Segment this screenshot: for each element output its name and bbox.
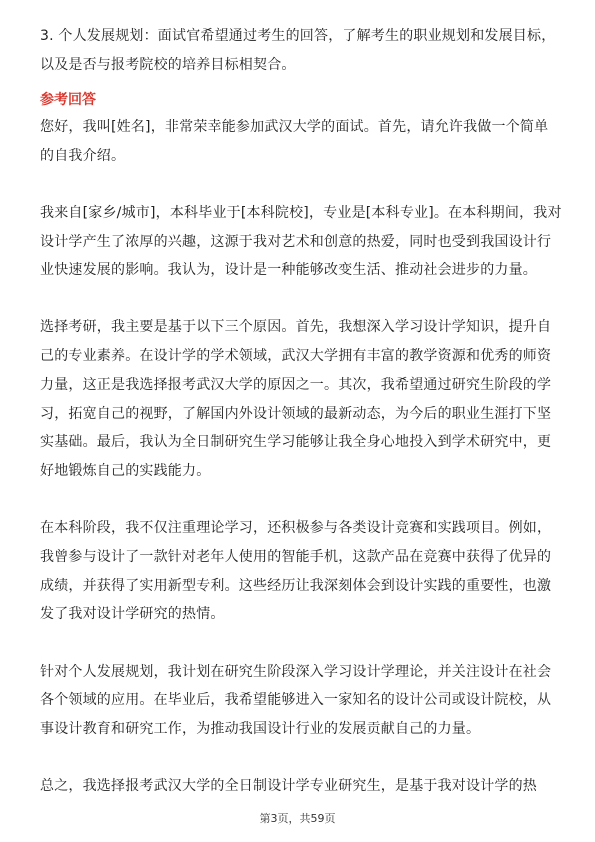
paragraph-1-line-1: 您好，我叫[姓名]，非常荣幸能参加武汉大学的面试。首先，请允许我做一个简单 — [40, 119, 549, 135]
paragraph-4-line-4: 发了我对设计学研究的热情。 — [40, 606, 225, 622]
answer-heading: 参考回答 — [40, 92, 96, 108]
paragraph-5-line-1: 针对个人发展规划，我计划在研究生阶段深入学习设计学理论，并关注设计在社会 — [40, 664, 552, 680]
paragraph-4-line-2: 我曾参与设计了一款针对老年人使用的智能手机，这款产品在竞赛中获得了优异的 — [40, 549, 552, 565]
paragraph-2-line-3: 业快速发展的影响。我认为，设计是一种能够改变生活、推动社会进步的力量。 — [40, 262, 537, 278]
paragraph-2-line-1: 我来自[家乡/城市]，本科毕业于[本科院校]，专业是[本科专业]。在本科期间，我对 — [40, 205, 562, 221]
paragraph-3-line-4: 习，拓宽自己的视野，了解国内外设计领域的最新动态，为今后的职业生涯打下坚 — [40, 406, 552, 422]
page-footer: 第3页，共59页 — [259, 812, 336, 825]
paragraph-1-line-2: 的自我介绍。 — [40, 148, 126, 164]
paragraph-3-line-5: 实基础。最后，我认为全日制研究生学习能够让我全身心地投入到学术研究中，更 — [40, 434, 552, 450]
question-line-2: 以及是否与报考院校的培养目标相契合。 — [40, 57, 296, 73]
paragraph-6-line-1: 总之，我选择报考武汉大学的全日制设计学专业研究生，是基于我对设计学的热 — [40, 778, 537, 794]
paragraph-5-line-3: 事设计教育和研究工作，为推动我国设计行业的发展贡献自己的力量。 — [40, 721, 481, 737]
paragraph-4-line-3: 成绩，并获得了实用新型专利。这些经历让我深刻体会到设计实践的重要性，也激 — [40, 578, 552, 594]
paragraph-3-line-6: 好地锻炼自己的实践能力。 — [40, 463, 211, 479]
paragraph-3-line-3: 力量，这正是我选择报考武汉大学的原因之一。其次，我希望通过研究生阶段的学 — [40, 377, 552, 393]
paragraph-2-line-2: 设计学产生了浓厚的兴趣，这源于我对艺术和创意的热爱，同时也受到我国设计行 — [40, 234, 552, 250]
paragraph-3-line-2: 己的专业素养。在设计学的学术领域，武汉大学拥有丰富的教学资源和优秀的师资 — [40, 348, 552, 364]
paragraph-5-line-2: 各个领域的应用。在毕业后，我希望能够进入一家知名的设计公司或设计院校，从 — [40, 692, 552, 708]
paragraph-4-line-1: 在本科阶段，我不仅注重理论学习，还积极参与各类设计竞赛和实践项目。例如， — [40, 520, 552, 536]
question-line-1: 3. 个人发展规划：面试官希望通过考生的回答，了解考生的职业规划和发展目标， — [40, 28, 556, 44]
paragraph-3-line-1: 选择考研，我主要是基于以下三个原因。首先，我想深入学习设计学知识，提升自 — [40, 319, 552, 335]
